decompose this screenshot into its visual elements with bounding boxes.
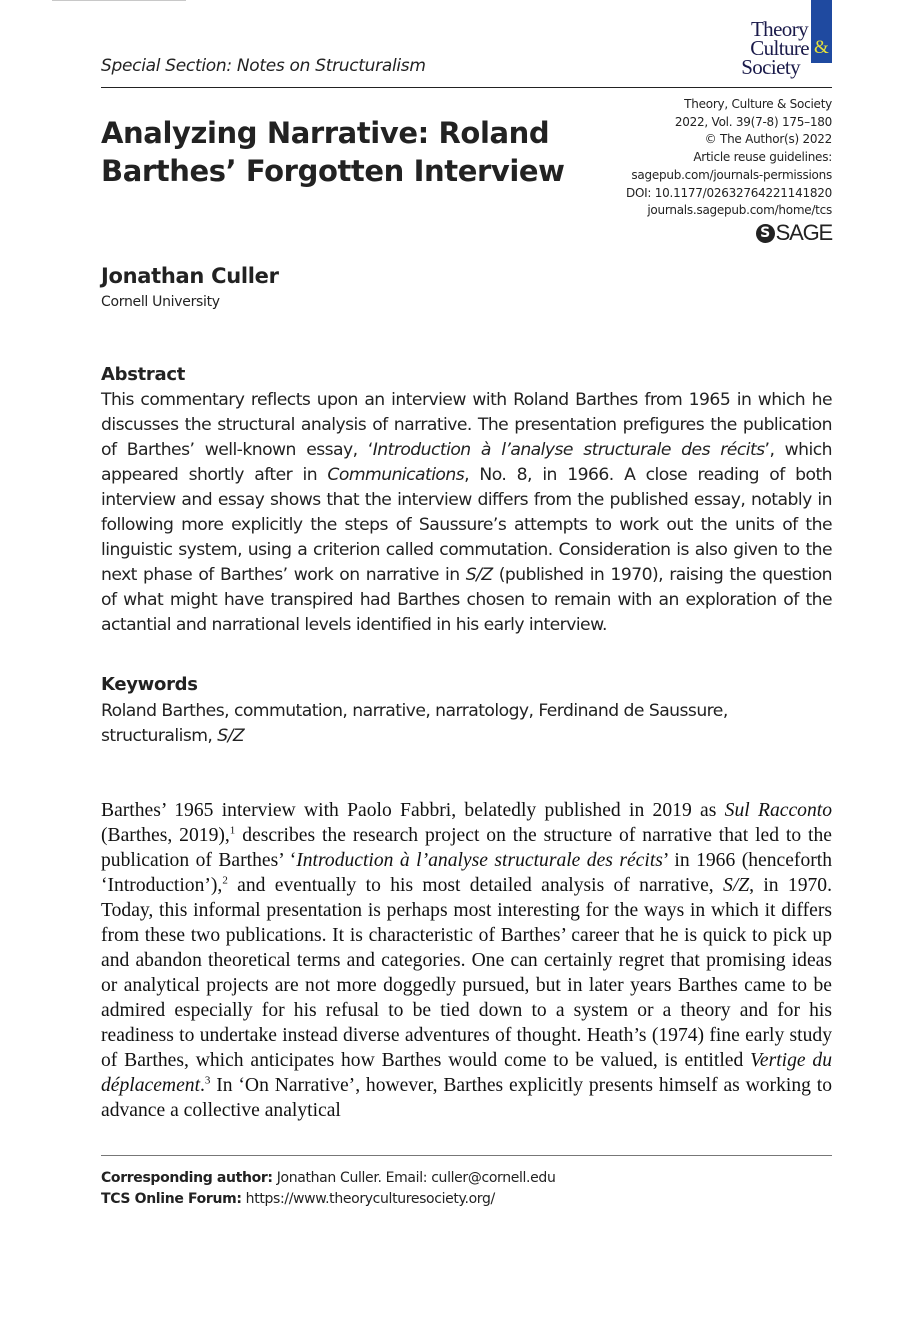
body-segment: Barthes’ 1965 interview with Paolo Fabbri, belatedly published in 2019 as	[101, 800, 725, 821]
corresponding-text[interactable]: Jonathan Culler. Email: culler@cornell.edu	[272, 1170, 556, 1186]
footnote-ref-1[interactable]: 1	[229, 824, 236, 837]
publisher-logo	[756, 222, 832, 244]
author-affiliation: Cornell University	[101, 294, 220, 310]
page-top-edge-line	[52, 0, 186, 1]
abstract-text	[101, 388, 832, 638]
forum-label: TCS Online Forum:	[101, 1191, 242, 1207]
abstract-segment: This commentary reflects upon an interview with Roland Barthes from 1965 in which he discusses the structural analysis of narrative. The presentation prefigures the publication of Barthes’ well-known essay, ‘	[101, 390, 832, 460]
body-italic-title: Vertige du déplacement	[101, 1050, 832, 1096]
body-segment: ’ in 1966 (henceforth ‘Introduction’),	[101, 850, 833, 896]
article-title: Analyzing Narrative: Roland Barthes’ Forgotten Interview	[101, 116, 565, 188]
logo-line-theory: Theory	[750, 17, 808, 41]
forum-link[interactable]: https://www.theoryculturesociety.org/	[241, 1191, 495, 1207]
doi[interactable]: DOI: 10.1177/02632764221141820	[625, 185, 832, 200]
publisher-wordmark: SAGE	[775, 220, 832, 245]
body-italic-title: S/Z	[723, 875, 750, 896]
keywords-list	[101, 699, 801, 749]
abstract-segment: , No. 8, in 1966. A close reading of both interview and essay shows that the interview differs from the published essay, notably in following more explicitly the steps of Saussure’s attempts to work out the units of the linguistic system, using a criterion called commutation. Consideration is also given to the next phase of Barthes’ work on narrative in	[101, 465, 832, 585]
section-label: Special Section: Notes on Structuralism	[101, 56, 426, 76]
abstract-essay-title: Introduction à l’analyse structurale des récits	[372, 440, 765, 460]
publication-metadata	[626, 96, 832, 220]
author-name: Jonathan Culler	[101, 264, 279, 288]
footnote-ref-2[interactable]: 2	[222, 874, 228, 887]
footer-notes	[101, 1168, 556, 1210]
corresponding-label: Corresponding author:	[101, 1170, 273, 1186]
abstract-segment: (published in 1970), raising the question of what might have transpired had Barthes chosen to remain with an exploration of the actantial and narrational levels identified in his early interview.	[101, 565, 833, 635]
body-paragraph	[101, 798, 832, 1123]
corresponding-author-line	[101, 1168, 556, 1189]
abstract-heading: Abstract	[101, 364, 186, 385]
logo-wordmark	[741, 17, 809, 79]
body-italic-title: Introduction à l’analyse structurale des récits	[296, 850, 663, 871]
keyword-sz: S/Z	[217, 726, 245, 746]
keywords-text: Roland Barthes, commutation, narrative, narratology, Ferdinand de Saussure, structuralism,	[101, 701, 728, 746]
reuse-link[interactable]: sagepub.com/journals-permissions	[631, 167, 832, 182]
volume-info: 2022, Vol. 39(7-8) 175–180	[674, 114, 832, 129]
body-italic-title: Sul Racconto	[724, 800, 833, 821]
journal-name: Theory, Culture & Society	[684, 97, 832, 111]
body-segment: (Barthes, 2019),	[101, 825, 230, 846]
keywords-heading: Keywords	[101, 674, 198, 695]
journal-url[interactable]: journals.sagepub.com/home/tcs	[647, 203, 832, 218]
body-segment: .	[200, 1075, 205, 1096]
abstract-segment: ’, which appeared shortly after in	[101, 440, 832, 485]
logo-line-society: Society	[741, 55, 800, 79]
footnote-ref-3[interactable]: 3	[204, 1074, 211, 1087]
footer-divider	[101, 1155, 832, 1156]
sage-s-circle-icon: S	[756, 224, 775, 243]
abstract-journal-title: Communications	[327, 465, 465, 485]
forum-line	[101, 1189, 556, 1210]
body-segment: describes the research project on the structure of narrative that led to the publication of Barthes’ ‘	[101, 825, 832, 871]
abstract-book-title: S/Z	[465, 565, 493, 585]
body-segment: In ‘On Narrative’, however, Barthes explicitly presents himself as working to advance a collective analytical	[101, 1075, 832, 1121]
header-divider	[101, 87, 832, 88]
journal-logo	[722, 0, 834, 86]
reuse-label: Article reuse guidelines:	[693, 150, 832, 165]
body-segment: and eventually to his most detailed analysis of narrative,	[227, 875, 724, 896]
logo-line-culture: Culture	[750, 36, 809, 60]
body-segment: , in 1970. Today, this informal presentation is perhaps most interesting for the ways in which it differs from these two publications. It is characteristic of Barthes’ career that he is quick to pick up and abandon theoretical terms and categories. One can certainly regret that promising ideas or analytical projects are not more doggedly pursued, but in later years Barthes came to be admired especially for his refusal to be tied down to a system or a theory and for his readiness to undertake instead diverse adventures of thought. Heath’s (1974) fine early study of Barthes, which anticipates how Barthes would come to be valued, is entitled	[101, 875, 832, 1071]
copyright: © The Author(s) 2022	[704, 132, 832, 147]
logo-ampersand: &	[814, 37, 829, 58]
